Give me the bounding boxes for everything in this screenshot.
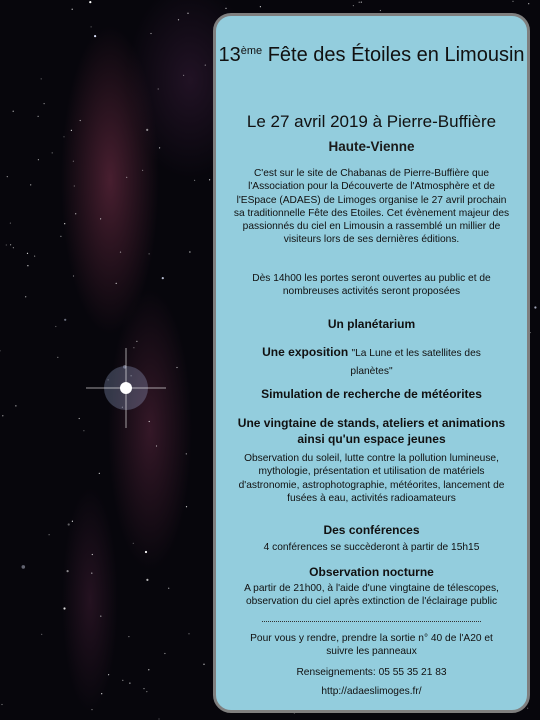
- star: [73, 275, 74, 276]
- star: [60, 236, 61, 237]
- night-observation-detail: A partir de 21h00, à l'aide d'une vingtaine de télescopes, observation du ciel après extinction de l'éclairage public: [244, 583, 499, 608]
- star: [72, 521, 73, 522]
- star: [10, 223, 11, 224]
- stands-heading: Une vingtaine de stands, ateliers et animations ainsi qu'un espace jeunes: [237, 416, 506, 446]
- website-link[interactable]: http://adaeslimoges.fr/: [321, 686, 422, 697]
- star: [101, 693, 102, 694]
- star: [67, 570, 69, 572]
- star: [38, 116, 39, 117]
- star: [353, 5, 354, 6]
- star: [71, 130, 72, 131]
- star: [27, 265, 28, 266]
- star: [528, 3, 529, 4]
- star: [120, 252, 121, 253]
- meteorites-heading: Simulation de recherche de météorites: [261, 387, 482, 401]
- star: [38, 159, 39, 160]
- star: [94, 35, 96, 37]
- star: [534, 306, 536, 308]
- star: [116, 283, 117, 284]
- conferences-heading: Des conférences: [323, 523, 420, 537]
- star: [122, 680, 123, 681]
- star: [146, 579, 148, 581]
- contact-phone: Renseignements: 05 55 35 21 83: [296, 667, 447, 678]
- star: [91, 573, 92, 574]
- dotted-separator: [262, 621, 481, 622]
- event-region: Haute-Vienne: [328, 139, 415, 154]
- star: [149, 253, 150, 254]
- star: [527, 708, 528, 709]
- star: [15, 405, 16, 406]
- star: [108, 674, 109, 675]
- poster-title: [216, 38, 527, 68]
- star: [64, 319, 66, 321]
- star: [91, 709, 92, 710]
- star: [178, 19, 179, 20]
- star: [145, 551, 147, 553]
- star: [176, 367, 177, 368]
- star: [99, 473, 100, 474]
- star: [80, 120, 81, 121]
- star: [183, 75, 184, 76]
- star: [512, 1, 513, 2]
- star: [100, 616, 101, 617]
- star: [68, 523, 70, 525]
- star: [57, 357, 58, 358]
- star: [30, 184, 31, 185]
- exhibition-detail: "La Lune et les satellites des planètes": [350, 348, 481, 377]
- star: [52, 152, 53, 153]
- star: [146, 129, 148, 131]
- star: [7, 176, 8, 177]
- star: [133, 347, 134, 348]
- exhibition-section: [256, 344, 487, 380]
- conferences-detail: 4 conférences se succèderont à partir de 15h15: [263, 542, 480, 553]
- star: [146, 691, 147, 692]
- planetarium-heading: Un planétarium: [327, 317, 416, 331]
- star: [156, 445, 157, 446]
- star: [0, 350, 1, 351]
- star: [79, 418, 80, 419]
- star: [194, 180, 195, 181]
- star: [41, 634, 42, 635]
- title-number: 13: [218, 44, 241, 66]
- star: [1, 704, 2, 705]
- star: [55, 326, 56, 327]
- doors-paragraph: Dès 14h00 les portes seront ouvertes au public et de nombreuses activités seront proposées: [252, 273, 491, 298]
- star: [27, 253, 28, 254]
- star: [189, 251, 190, 252]
- star: [149, 421, 150, 422]
- star: [92, 554, 93, 555]
- star: [209, 179, 210, 180]
- star: [203, 664, 204, 665]
- info-panel: [213, 13, 530, 713]
- star: [63, 136, 64, 137]
- stands-detail: Observation du soleil, lutte contre la pollution lumineuse, mythologie, présentation et utilisation de matériels d'astronomie, astrophotographie, météorites, lancement de fusées à eau, activités radioamateurs: [238, 453, 505, 504]
- event-date: Le 27 avril 2019 à Pierre-Buffière: [246, 112, 497, 131]
- star: [133, 543, 134, 544]
- star: [10, 244, 11, 245]
- star: [2, 415, 3, 416]
- star: [158, 88, 159, 89]
- star: [187, 13, 188, 14]
- star: [148, 669, 149, 670]
- star: [63, 607, 65, 609]
- star: [225, 8, 226, 9]
- title-text: Fête des Étoiles en Limousin: [267, 44, 525, 66]
- star: [73, 161, 74, 162]
- star: [150, 33, 151, 34]
- intro-paragraph: C'est sur le site de Chabanas de Pierre-Buffière que l'Association pour la Découverte de l'Atmosphère et de l'ESpace (ADAES) de Limoges organise le 27 avril prochain sa traditionnelle Fête des Etoiles. Cet évènement majeur des passionnés du ciel en Limousin a rassemblé un millier de visiteurs lors de ses dernières éditions.: [233, 168, 510, 246]
- star: [44, 103, 45, 104]
- star: [158, 718, 159, 719]
- star: [74, 185, 75, 186]
- star: [13, 111, 14, 112]
- star: [260, 6, 261, 7]
- star: [164, 653, 165, 654]
- star: [100, 218, 101, 219]
- star: [136, 341, 137, 342]
- star: [64, 223, 65, 224]
- star: [72, 9, 73, 10]
- star: [168, 588, 169, 589]
- star: [143, 688, 144, 689]
- star: [91, 26, 92, 27]
- star: [162, 277, 164, 279]
- star: [22, 565, 26, 569]
- star: [25, 296, 26, 297]
- star: [6, 244, 7, 245]
- night-observation-heading: Observation nocturne: [309, 565, 434, 579]
- star: [361, 1, 362, 2]
- exhibition-heading: Une exposition: [262, 345, 349, 359]
- star: [34, 256, 35, 257]
- star: [188, 633, 189, 634]
- star: [186, 453, 187, 454]
- star: [159, 147, 160, 148]
- star: [13, 247, 14, 248]
- star: [128, 636, 129, 637]
- star: [49, 534, 50, 535]
- star: [359, 2, 360, 3]
- star: [142, 170, 143, 171]
- star: [186, 506, 187, 507]
- star: [205, 65, 206, 66]
- star: [83, 430, 84, 431]
- star: [89, 1, 91, 3]
- star: [380, 10, 381, 11]
- title-superscript: ème: [240, 45, 263, 57]
- access-directions: Pour vous y rendre, prendre la sortie n° 40 de l'A20 et suivre les panneaux: [250, 633, 493, 658]
- star: [126, 177, 127, 178]
- star: [41, 78, 42, 79]
- star: [129, 683, 130, 684]
- star: [75, 213, 76, 214]
